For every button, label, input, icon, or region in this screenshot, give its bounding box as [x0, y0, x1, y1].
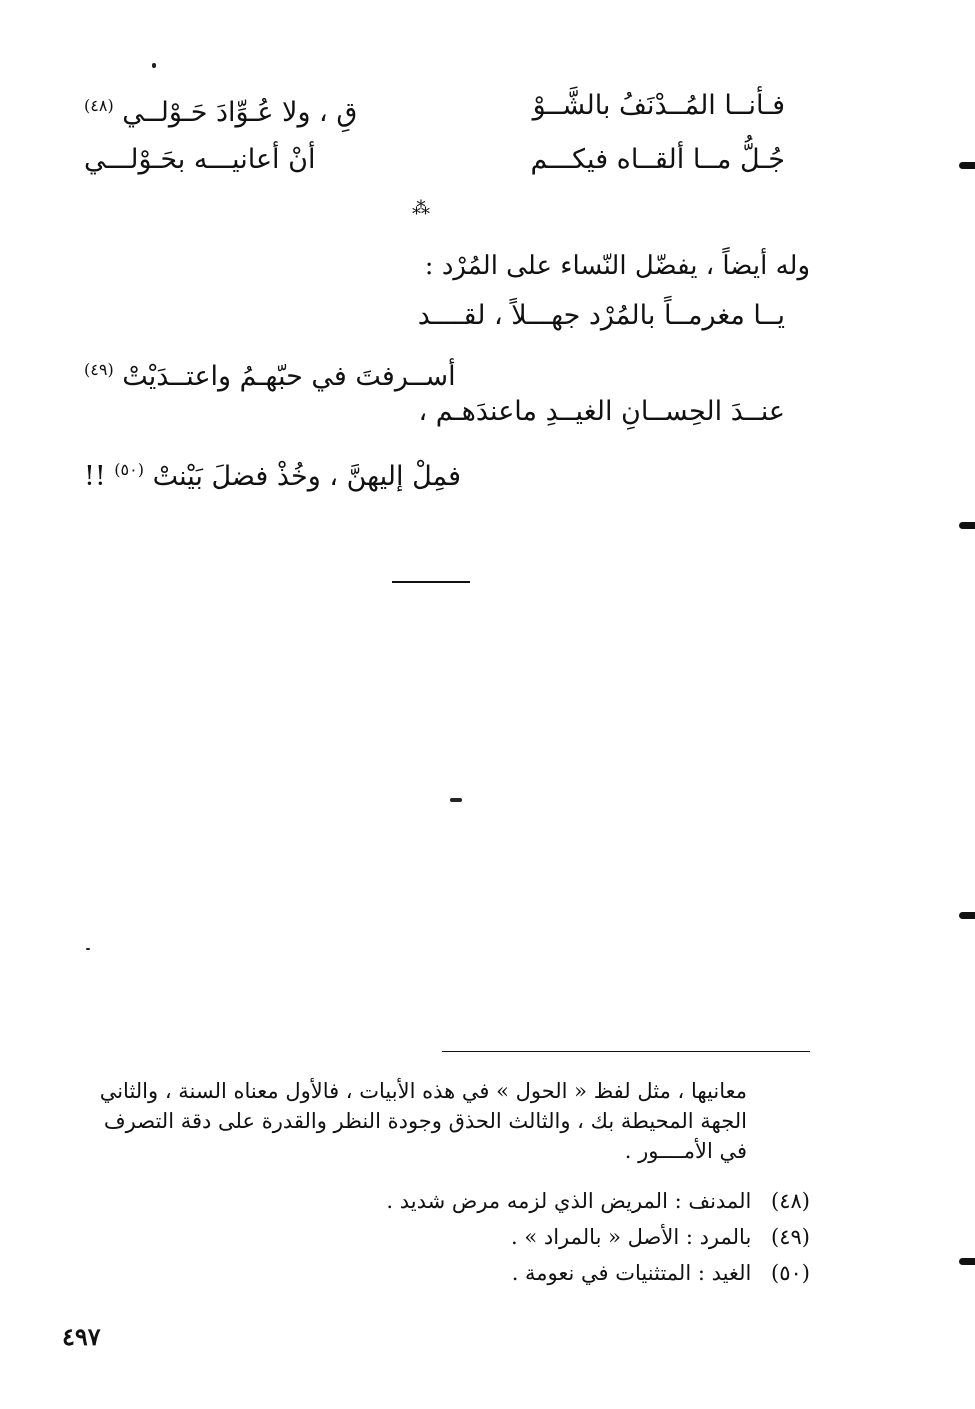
- page-number: ٤٩٧: [62, 1322, 101, 1351]
- section-end-rule: [392, 581, 470, 583]
- poem1-line1-second-hemistich: [84, 86, 357, 133]
- poem1-line1-first-hemistich: فـأنــا المُــدْنَفُ بالشَّــوْ: [532, 90, 785, 121]
- footnote-number: (٤٨): [771, 1189, 810, 1213]
- edge-mark: [959, 1258, 975, 1265]
- footnote-marker-48: (٤٨): [84, 96, 114, 115]
- poem2-intro: وله أيضاً ، يفضّل النّساء على المُرْد :: [424, 251, 810, 281]
- scan-speck: [450, 798, 462, 802]
- footnote-number: (٥٠): [771, 1261, 810, 1285]
- poem2-line2: [84, 350, 456, 397]
- footnote-marker-50: (٥٠): [114, 460, 144, 479]
- poem1-line2-second-hemistich: أنْ أعانيـــه بحَـوْلـــي: [84, 144, 316, 175]
- poem2-line4: [84, 450, 461, 497]
- stars-separator: ⁂: [412, 198, 426, 219]
- poem2-line4-text: فمِلْ إليهنَّ ، وخُذْ فضلَ بَيْنتْ: [152, 461, 462, 492]
- edge-mark: [959, 912, 975, 919]
- scan-speck: [86, 948, 90, 950]
- footnote-49: [511, 1222, 810, 1252]
- footnote-marker-49: (٤٩): [84, 360, 114, 379]
- footnote-continuation: [77, 1076, 747, 1166]
- poem2-line4-trail: !!: [84, 461, 106, 492]
- footnote-text: بالمرد : الأصل « بالمراد » .: [510, 1225, 752, 1249]
- footnote-text: الغيد : المتثنيات في نعومة .: [511, 1261, 752, 1285]
- footnote-number: (٤٩): [771, 1225, 810, 1249]
- scan-speck: [152, 63, 156, 68]
- poem2-line2-text: أســرفتَ في حبّهـمُ واعتــدَيْتْ: [122, 361, 456, 392]
- poem2-line1: يــا مغرمــاً بالمُرْد جهـــلاً ، لقــــد: [417, 300, 785, 331]
- footnotes-divider: [442, 1051, 810, 1052]
- edge-mark: [959, 522, 975, 529]
- footnote-text: المدنف : المريض الذي لزمه مرض شديد .: [386, 1189, 752, 1213]
- edge-mark: [959, 162, 975, 169]
- footnote-continuation-line: معانيها ، مثل لفظ « الحول » في هذه الأبيات ، فالأول معناه السنة ، والثاني: [99, 1079, 747, 1103]
- poem2-line3: عنــدَ الحِســانِ الغيــدِ ماعندَهـم ،: [418, 396, 785, 427]
- footnote-continuation-line: في الأمــــور .: [624, 1139, 747, 1163]
- footnote-continuation-line: الجهة المحيطة بك ، والثالث الحذق وجودة النظر والقدرة على دقة التصرف: [103, 1109, 747, 1133]
- poem1-line1-second-text: قِ ، ولا عُـوِّادَ حَـوْلــي: [122, 97, 358, 128]
- poem1-line2-first-hemistich: جُـلُّ مــا ألقــاه فيكـــم: [530, 144, 785, 175]
- footnote-50: [512, 1258, 810, 1288]
- footnote-48: [386, 1186, 810, 1216]
